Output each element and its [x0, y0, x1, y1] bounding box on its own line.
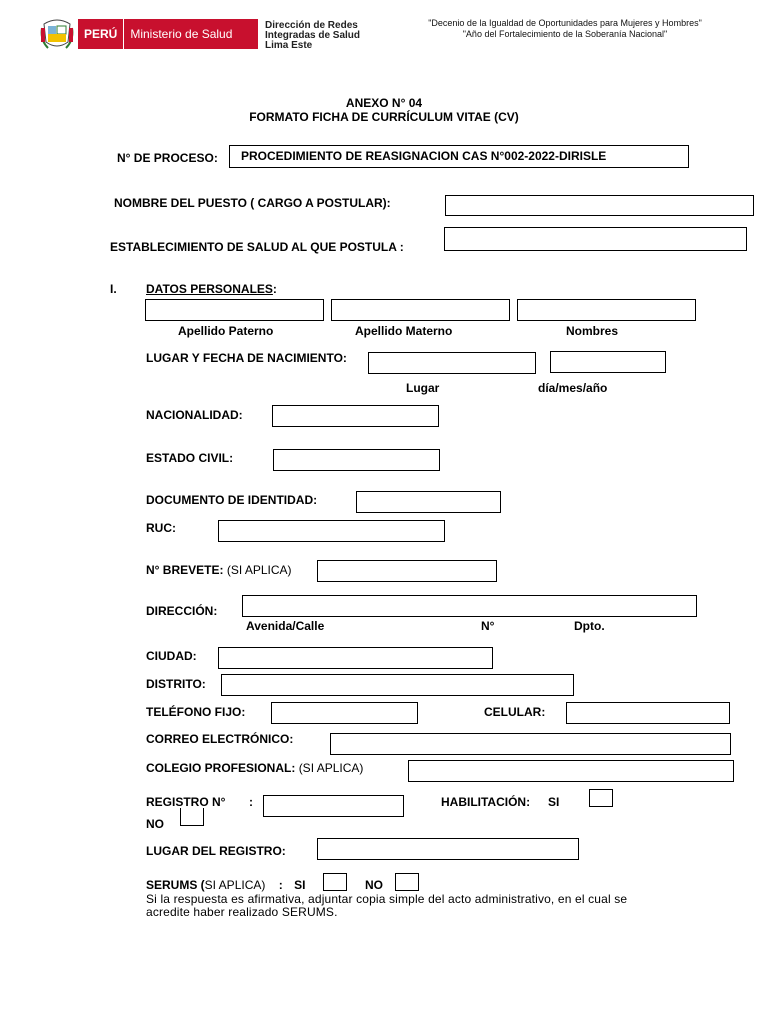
- ministry-banner: [78, 19, 258, 49]
- address-apt-label: Dpto.: [574, 619, 605, 633]
- college-label-group: [146, 761, 363, 775]
- names-label: Nombres: [566, 324, 619, 338]
- coat-of-arms-icon: [40, 16, 74, 52]
- form-title: FORMATO FICHA DE CURRÍCULUM VITAE (CV): [249, 110, 519, 124]
- nationality-field[interactable]: [272, 405, 439, 427]
- license-label-group: [146, 563, 292, 577]
- direction-line-3: Lima Este: [265, 40, 313, 51]
- paternal-surname-field[interactable]: [145, 299, 324, 321]
- registry-place-field[interactable]: [317, 838, 579, 860]
- license-note: (SI APLICA): [226, 563, 292, 577]
- address-field[interactable]: [242, 595, 697, 617]
- birth-place-label: Lugar: [406, 381, 440, 395]
- marital-status-field[interactable]: [273, 449, 440, 471]
- serums-instructions: [146, 893, 627, 919]
- email-field[interactable]: [330, 733, 731, 755]
- registry-label: REGISTRO N°: [146, 795, 226, 809]
- nationality-label: NACIONALIDAD:: [146, 408, 243, 422]
- college-label: COLEGIO PROFESIONAL:: [146, 761, 296, 775]
- phone-label: TELÉFONO FIJO:: [146, 705, 246, 719]
- process-value: PROCEDIMIENTO DE REASIGNACION CAS N°002-2022-DIRISLE: [241, 149, 607, 163]
- email-label: CORREO ELECTRÓNICO:: [146, 732, 294, 746]
- ruc-label: RUC:: [146, 521, 176, 535]
- birth-date-field[interactable]: [550, 351, 666, 373]
- annex-number: ANEXO N° 04: [345, 96, 423, 110]
- serums-instructions-line-2: acredite haber realizado SERUMS.: [146, 905, 338, 919]
- establishment-field[interactable]: [444, 227, 747, 251]
- decade-quote: [410, 18, 720, 40]
- id-document-field[interactable]: [356, 491, 501, 513]
- process-field[interactable]: [229, 145, 689, 168]
- paternal-surname-label: Apellido Paterno: [178, 324, 274, 338]
- ruc-field[interactable]: [218, 520, 445, 542]
- ministry-label: Ministerio de Salud: [130, 27, 233, 41]
- registry-colon: :: [249, 795, 253, 809]
- marital-status-label: ESTADO CIVIL:: [146, 451, 234, 465]
- position-label: NOMBRE DEL PUESTO ( CARGO A POSTULAR):: [114, 196, 391, 210]
- serums-label-group: [146, 878, 305, 892]
- establishment-label: ESTABLECIMIENTO DE SALUD AL QUE POSTULA :: [110, 240, 404, 254]
- direction-label: [265, 21, 360, 51]
- district-field[interactable]: [221, 674, 574, 696]
- serums-no-label: NO: [365, 878, 383, 892]
- qualification-no-box[interactable]: [180, 808, 204, 826]
- direction-line-1: Dirección de Redes: [265, 20, 358, 31]
- section-title-text: DATOS PERSONALES: [146, 282, 273, 296]
- serums-yes-box[interactable]: [323, 873, 347, 891]
- address-number-label: N°: [481, 619, 495, 633]
- college-field[interactable]: [408, 760, 734, 782]
- serums-note: SI APLICA): [204, 878, 266, 892]
- peru-label: PERÚ: [78, 19, 124, 49]
- license-field[interactable]: [317, 560, 497, 582]
- address-street-label: Avenida/Calle: [246, 619, 325, 633]
- position-field[interactable]: [445, 195, 754, 216]
- direction-line-2: Integradas de Salud: [265, 30, 361, 41]
- phone-field[interactable]: [271, 702, 418, 724]
- serums-yes-label: SI: [294, 878, 306, 892]
- birth-place-field[interactable]: [368, 352, 536, 374]
- section-number: I.: [110, 282, 117, 296]
- birth-date-label: día/mes/año: [538, 381, 608, 395]
- license-label: N° BREVETE:: [146, 563, 224, 577]
- section-colon: :: [272, 282, 277, 296]
- maternal-surname-label: Apellido Materno: [355, 324, 453, 338]
- address-label: DIRECCIÓN:: [146, 604, 218, 618]
- serums-no-box[interactable]: [395, 873, 419, 891]
- city-label: CIUDAD:: [146, 649, 197, 663]
- district-label: DISTRITO:: [146, 677, 206, 691]
- mobile-label: CELULAR:: [484, 705, 546, 719]
- document-title: [0, 96, 768, 124]
- id-document-label: DOCUMENTO DE IDENTIDAD:: [146, 493, 318, 507]
- names-field[interactable]: [517, 299, 696, 321]
- qualification-yes-label: SI: [548, 795, 560, 809]
- registry-field[interactable]: [263, 795, 404, 817]
- birth-label: LUGAR Y FECHA DE NACIMIENTO:: [146, 351, 347, 365]
- serums-label: SERUMS (: [146, 878, 205, 892]
- mobile-field[interactable]: [566, 702, 730, 724]
- quote-line-2: "Año del Fortalecimiento de la Soberanía Nacional": [462, 29, 668, 39]
- city-field[interactable]: [218, 647, 493, 669]
- registry-place-label: LUGAR DEL REGISTRO:: [146, 844, 286, 858]
- section-title: [146, 282, 277, 296]
- maternal-surname-field[interactable]: [331, 299, 510, 321]
- college-note: (SI APLICA): [298, 761, 364, 775]
- serums-instructions-line-1: Si la respuesta es afirmativa, adjuntar copia simple del acto administrativo, en el cual se: [146, 892, 628, 906]
- quote-line-1: "Decenio de la Igualdad de Oportunidades para Mujeres y Hombres": [428, 18, 702, 28]
- process-label: N° DE PROCESO:: [117, 151, 218, 165]
- qualification-label: HABILITACIÓN:: [441, 795, 531, 809]
- serums-colon: :: [278, 878, 283, 892]
- qualification-yes-box[interactable]: [589, 789, 613, 807]
- qualification-no-label: NO: [146, 817, 164, 831]
